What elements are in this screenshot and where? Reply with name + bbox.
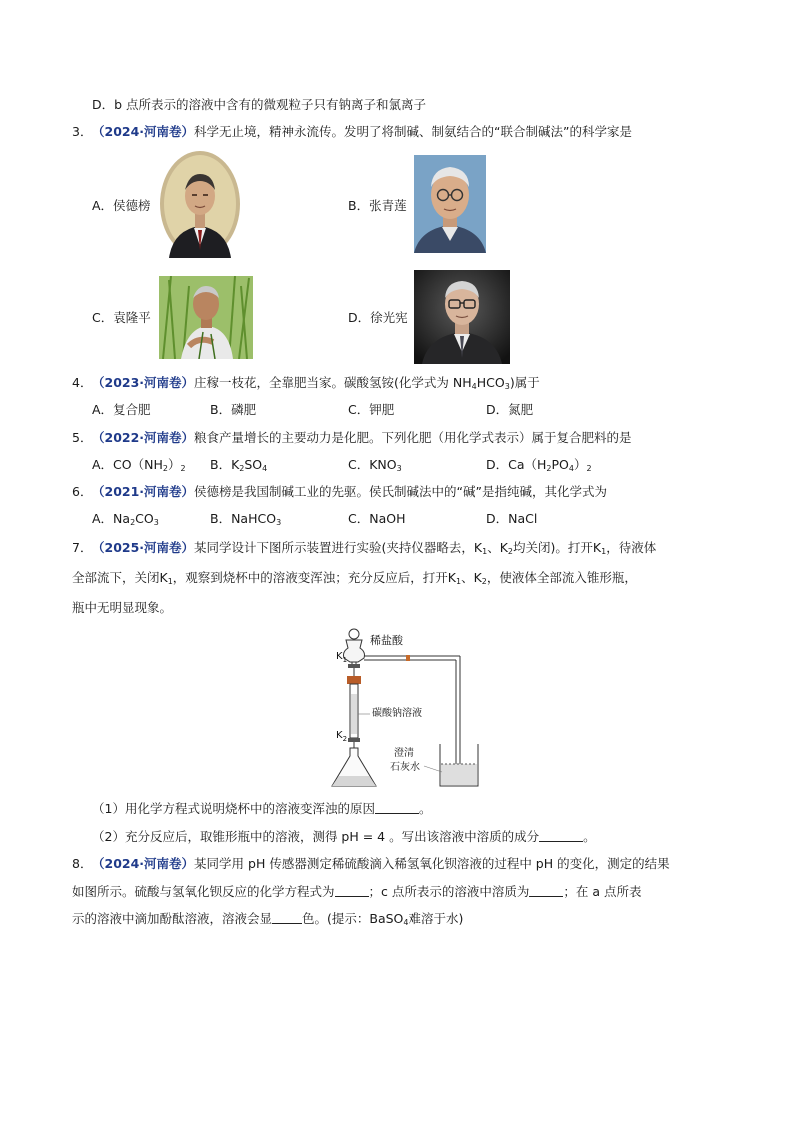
option-text: PO <box>551 457 569 472</box>
question-source: （2023·河南卷） <box>92 375 195 390</box>
q2-option-d: D．b 点所表示的溶液中含有的微观粒子只有钠离子和氯离子 <box>92 97 427 112</box>
subscript: 3 <box>504 382 510 391</box>
question-stem: 庄稼一枝花，全靠肥当家。碳酸氢铵(化学式为 NH <box>194 375 472 390</box>
subscript: 2 <box>481 577 487 586</box>
question-4 <box>72 374 540 392</box>
q4-option-c[interactable]: C．钾肥 <box>348 402 395 417</box>
question-number: 6． <box>72 484 93 499</box>
option-text: D．Ca（H <box>486 457 547 472</box>
subscript: 3 <box>276 518 282 527</box>
question-stem: 均关闭)。打开K <box>513 540 602 555</box>
option-text: B．K <box>210 457 240 472</box>
subscript: 1 <box>167 577 173 586</box>
k2-letter: K <box>336 730 343 741</box>
question-stem: 难溶于水) <box>408 911 464 926</box>
q5-option-b[interactable] <box>210 456 267 474</box>
subscript: 2 <box>507 547 514 556</box>
subscript: 3 <box>396 464 402 473</box>
question-stem: 色。(提示：BaSO <box>302 911 404 926</box>
subquestion-text: （2）充分反应后，取锥形瓶中的溶液，测得 pH = 4 。写出该溶液中溶质的成分 <box>92 829 540 844</box>
q6-option-d[interactable]: D．NaCl <box>486 511 538 526</box>
question-source: （2022·河南卷） <box>92 430 195 445</box>
question-7-line-2 <box>72 569 637 587</box>
subscript: 4 <box>471 382 477 391</box>
question-source: （2021·河南卷） <box>92 484 195 499</box>
subscript: 4 <box>262 464 268 473</box>
answer-blank[interactable] <box>375 801 419 814</box>
subscript: 1 <box>601 547 607 556</box>
limewater-label-1: 澄清 <box>394 748 414 759</box>
option-text: ） <box>574 457 587 472</box>
subscript: 2 <box>180 464 186 473</box>
question-stem: ，观察到烧杯中的溶液变浑浊；充分反应后，打开K <box>172 570 456 585</box>
question-8-line-2 <box>72 883 641 901</box>
q3-option-a[interactable]: A．侯德榜 <box>92 198 151 213</box>
question-stem: ；在 a 点所表 <box>563 884 642 899</box>
q5-option-a[interactable] <box>92 456 186 474</box>
option-text: A．CO（NH <box>92 457 163 472</box>
subquestion-text: （1）用化学方程式说明烧杯中的溶液变浑浊的原因 <box>92 801 375 816</box>
question-stem: 某同学用 pH 传感器测定稀硫酸滴入稀氢氧化钡溶液的过程中 pH 的变化，测定的结果 <box>194 856 670 871</box>
question-number: 3． <box>72 124 93 139</box>
option-text: ） <box>167 457 181 472</box>
k2-subscript: 2 <box>342 735 348 743</box>
question-stem: 、K <box>461 570 482 585</box>
question-7-line-1 <box>72 539 656 557</box>
sodium-carbonate-label: 碳酸钠溶液 <box>372 708 422 719</box>
question-stem: 示的溶液中滴加酚酞溶液，溶液会显 <box>72 911 273 926</box>
q3-option-b[interactable]: B．张青莲 <box>348 198 407 213</box>
subscript: 2 <box>239 464 245 473</box>
subscript: 4 <box>403 918 409 927</box>
option-text: C．KNO <box>348 457 397 472</box>
k1-subscript: 1 <box>342 656 348 664</box>
answer-blank[interactable] <box>539 829 583 842</box>
dilute-hcl-label: 稀盐酸 <box>370 634 403 647</box>
q6-option-a[interactable] <box>92 510 159 528</box>
question-number: 5． <box>72 430 93 445</box>
experiment-apparatus-diagram <box>320 626 490 793</box>
question-number: 7． <box>72 540 93 555</box>
portrait-photo-b <box>414 155 486 253</box>
subquestion-end: 。 <box>583 829 596 844</box>
question-stem: 如图所示。硫酸与氢氧化钡反应的化学方程式为 <box>72 884 335 899</box>
subscript: 3 <box>153 518 159 527</box>
question-source: （2025·河南卷） <box>92 540 195 555</box>
question-3 <box>72 123 632 141</box>
option-text: CO <box>135 511 154 526</box>
question-stem: ；c 点所表示的溶液中溶质为 <box>368 884 530 899</box>
answer-blank[interactable] <box>272 911 302 924</box>
option-text: A．Na <box>92 511 131 526</box>
question-source: （2024·河南卷） <box>92 124 195 139</box>
q7-subquestion-2 <box>92 828 596 846</box>
question-source: （2024·河南卷） <box>92 856 195 871</box>
q3-option-c[interactable]: C．袁隆平 <box>92 310 151 325</box>
question-stem: HCO <box>476 375 505 390</box>
q4-option-a[interactable]: A．复合肥 <box>92 402 151 417</box>
portrait-photo-a <box>159 150 241 258</box>
question-stem: )属于 <box>509 375 540 390</box>
subscript: 4 <box>568 464 574 473</box>
k2-label <box>336 730 347 743</box>
answer-blank[interactable] <box>529 884 563 897</box>
question-8-line-1 <box>72 855 670 873</box>
q6-option-c[interactable]: C．NaOH <box>348 511 406 526</box>
limewater-label-2: 石灰水 <box>390 762 420 773</box>
question-stem: 全部流下，关闭K <box>72 570 168 585</box>
question-stem: 科学无止境，精神永流传。发明了将制碱、制氨结合的“联合制碱法”的科学家是 <box>194 124 633 139</box>
subscript: 2 <box>546 464 552 473</box>
option-text: SO <box>244 457 263 472</box>
q5-option-d[interactable] <box>486 456 592 474</box>
subscript: 2 <box>586 464 592 473</box>
q6-option-b[interactable] <box>210 510 281 528</box>
q3-option-d[interactable]: D．徐光宪 <box>348 310 408 325</box>
subscript: 2 <box>162 464 168 473</box>
question-stem: 粮食产量增长的主要动力是化肥。下列化肥（用化学式表示）属于复合肥料的是 <box>194 430 632 445</box>
question-number: 4． <box>72 375 93 390</box>
question-stem: 侯德榜是我国制碱工业的先驱。侯氏制碱法中的“碱”是指纯碱，其化学式为 <box>194 484 608 499</box>
k1-letter: K <box>336 651 343 662</box>
question-5 <box>72 429 632 447</box>
subscript: 1 <box>482 547 488 556</box>
question-7-line-3: 瓶中无明显现象。 <box>72 600 173 615</box>
q4-option-d[interactable]: D．氮肥 <box>486 402 534 417</box>
question-number: 8． <box>72 856 93 871</box>
option-text: B．NaHCO <box>210 511 277 526</box>
question-stem: ，使液体全部流入锥形瓶， <box>486 570 637 585</box>
q7-subquestion-1 <box>92 800 431 818</box>
portrait-photo-d <box>414 270 510 364</box>
question-stem: ，待液体 <box>606 540 657 555</box>
q4-option-b[interactable]: B．磷肥 <box>210 402 257 417</box>
portrait-photo-c <box>159 276 253 359</box>
subscript: 2 <box>130 518 136 527</box>
question-stem: 某同学设计下图所示装置进行实验(夹持仪器略去，K <box>194 540 483 555</box>
answer-blank[interactable] <box>335 884 369 897</box>
subquestion-end: 。 <box>418 801 432 816</box>
question-6 <box>72 483 607 501</box>
q5-option-c[interactable] <box>348 456 402 474</box>
subscript: 1 <box>456 577 462 586</box>
question-stem: 、K <box>487 540 508 555</box>
question-8-line-3 <box>72 910 463 928</box>
